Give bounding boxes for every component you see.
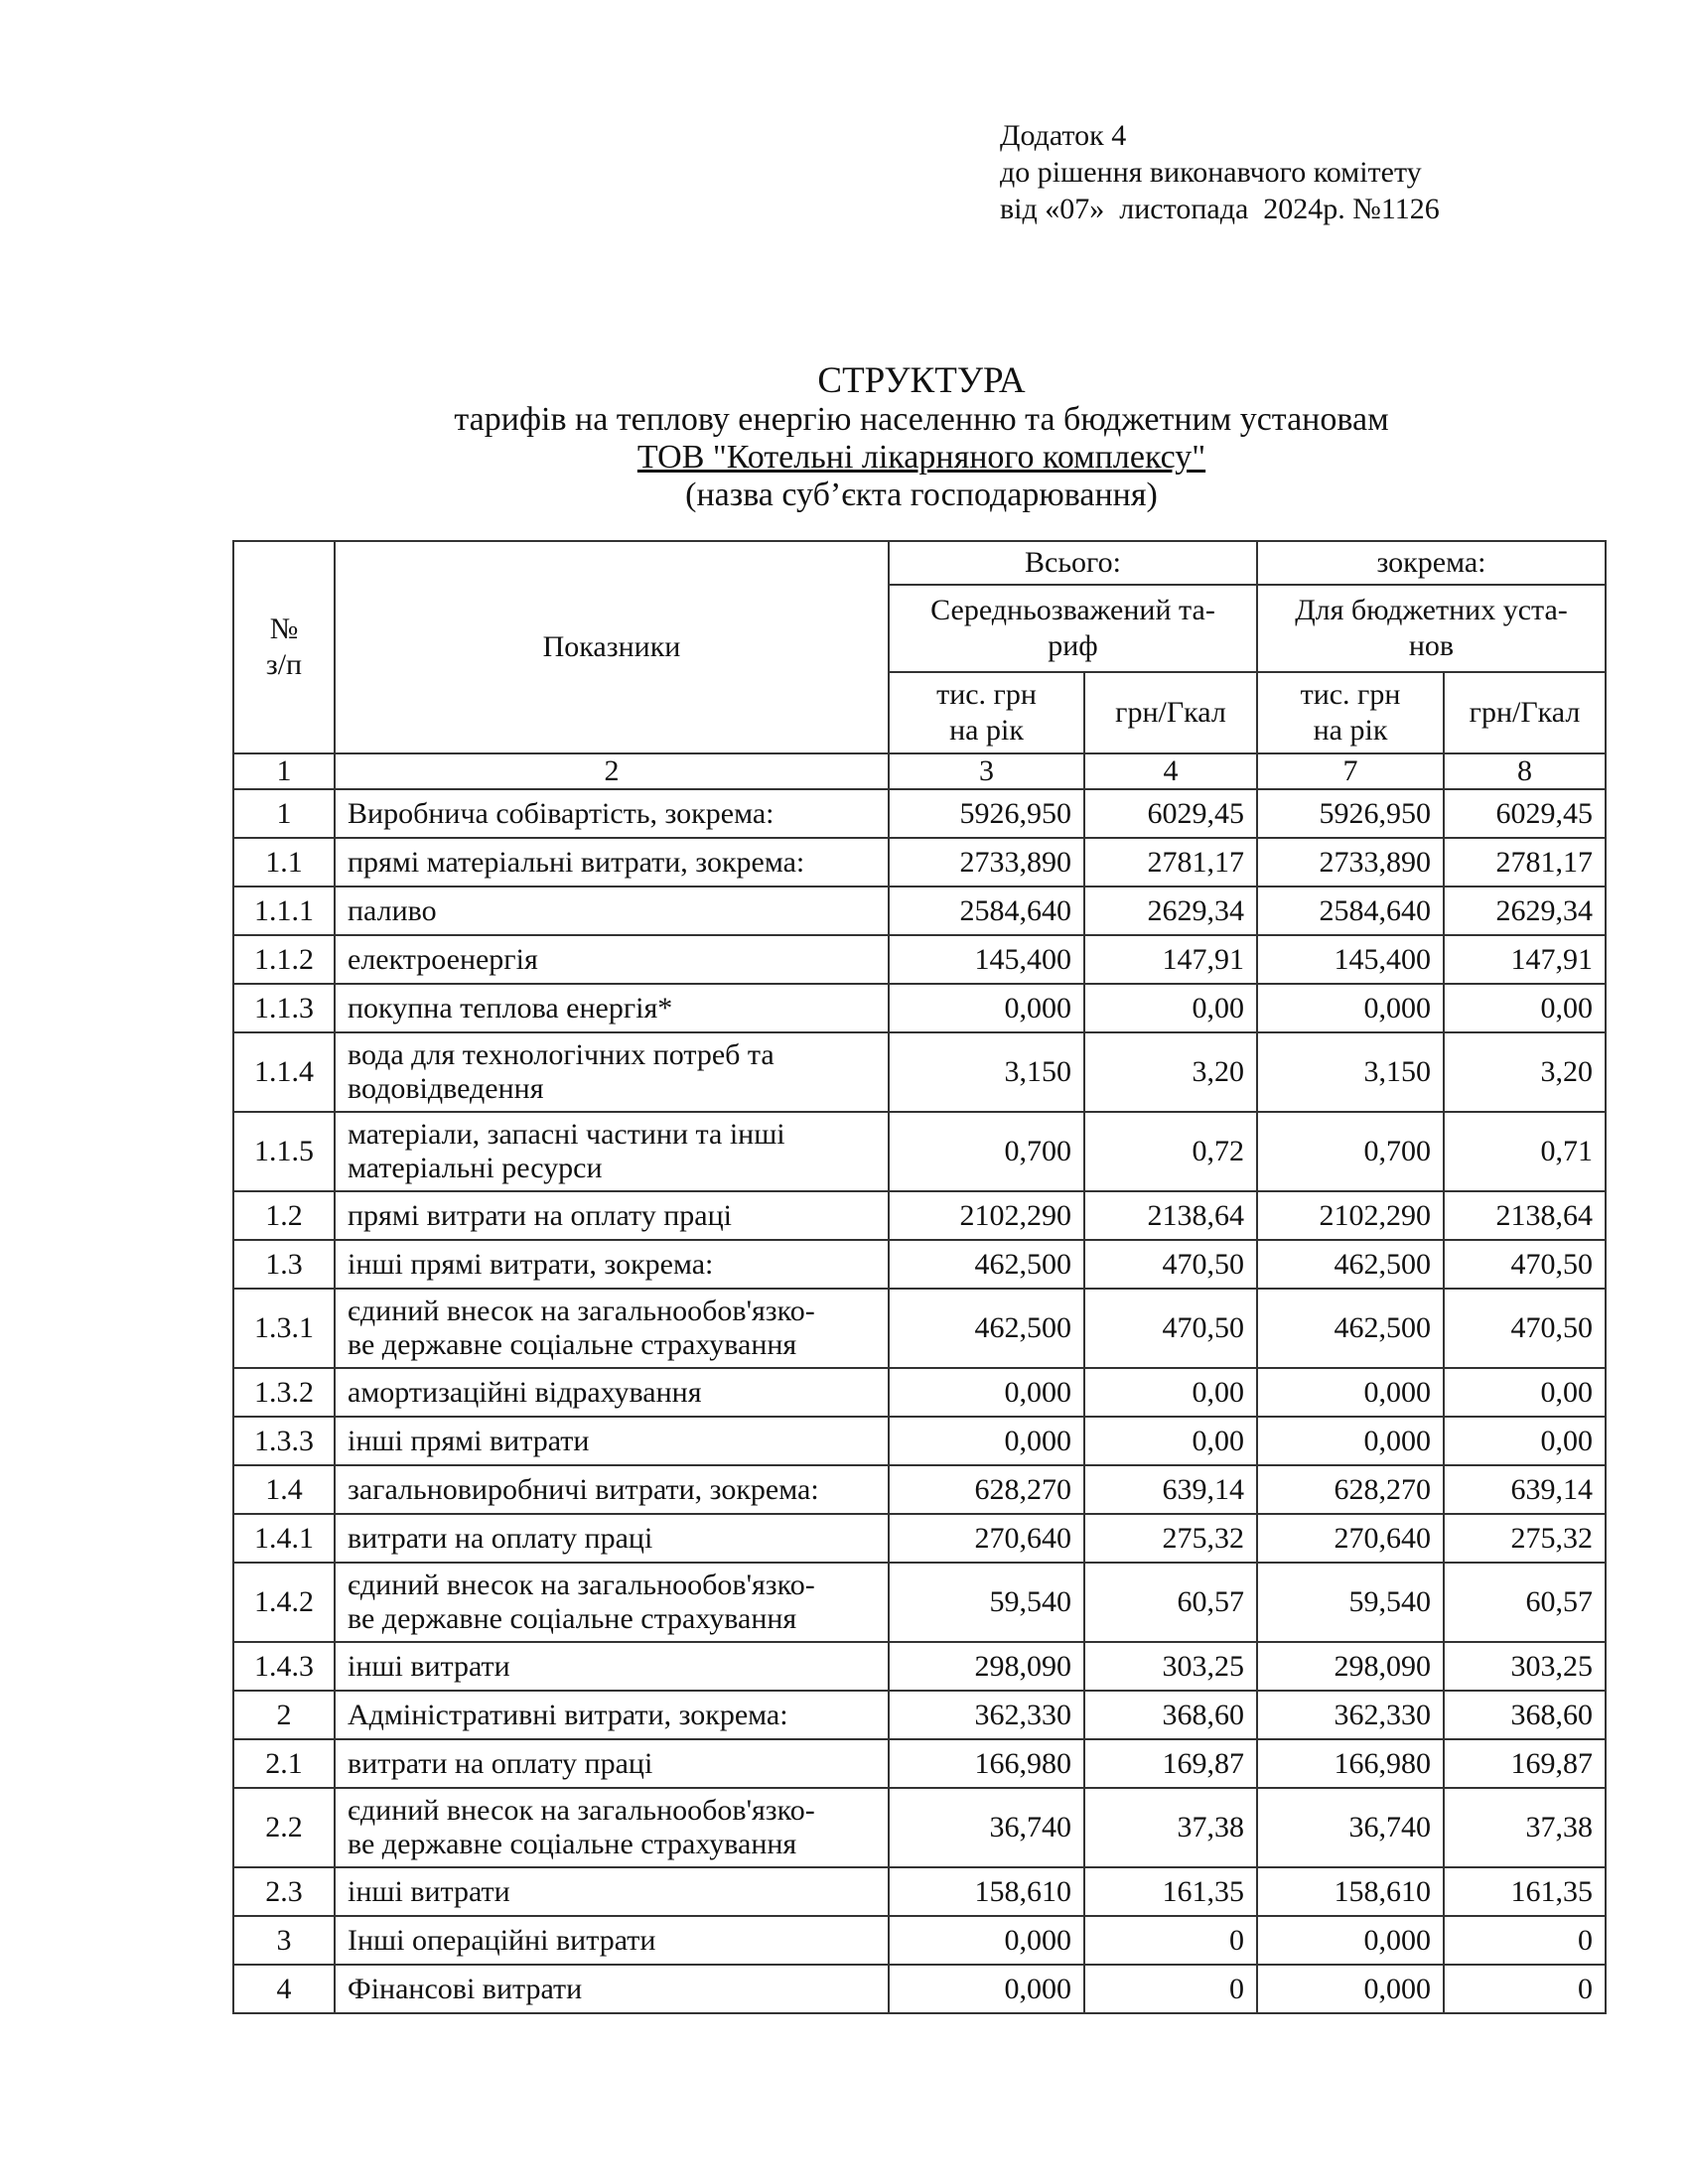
row-value-thousand-total: 2102,290 xyxy=(889,1191,1084,1240)
row-number-cell: 2.1 xyxy=(233,1739,335,1788)
row-value-gcal-budget: 2629,34 xyxy=(1444,887,1606,935)
row-value-thousand-budget: 2584,640 xyxy=(1257,887,1444,935)
row-number-cell: 1.1 xyxy=(233,838,335,887)
row-value-thousand-budget: 0,000 xyxy=(1257,984,1444,1032)
row-value-thousand-total: 0,000 xyxy=(889,1965,1084,2013)
row-indicator-cell: єдиний внесок на загальнообов'язко- ве державне соціальне страхування xyxy=(335,1563,889,1642)
row-number-cell: 1.1.4 xyxy=(233,1032,335,1112)
header-budget-institutions: Для бюджетних уста- нов xyxy=(1257,585,1606,672)
header-indicator: Показники xyxy=(335,541,889,753)
header-unit-uah-per-gcal: грн/Гкал xyxy=(1084,672,1257,753)
row-value-thousand-total: 145,400 xyxy=(889,935,1084,984)
row-value-thousand-budget: 5926,950 xyxy=(1257,789,1444,838)
row-indicator-cell: покупна теплова енергія* xyxy=(335,984,889,1032)
table-header xyxy=(233,541,1606,789)
row-value-gcal-total: 470,50 xyxy=(1084,1240,1257,1289)
row-value-gcal-budget: 368,60 xyxy=(1444,1691,1606,1739)
row-value-thousand-budget: 362,330 xyxy=(1257,1691,1444,1739)
row-value-thousand-total: 0,000 xyxy=(889,1368,1084,1417)
row-indicator-cell: інші прямі витрати, зокрема: xyxy=(335,1240,889,1289)
row-value-thousand-total: 3,150 xyxy=(889,1032,1084,1112)
row-number-cell: 4 xyxy=(233,1965,335,2013)
row-value-gcal-total: 37,38 xyxy=(1084,1788,1257,1867)
row-value-gcal-budget: 0 xyxy=(1444,1965,1606,2013)
table-row xyxy=(233,935,1606,984)
row-indicator-cell: електроенергія xyxy=(335,935,889,984)
row-indicator-cell: інші витрати xyxy=(335,1867,889,1916)
table-row xyxy=(233,789,1606,838)
row-number-cell: 1.4.1 xyxy=(233,1514,335,1563)
row-indicator-cell: прямі матеріальні витрати, зокрема: xyxy=(335,838,889,887)
row-value-thousand-budget: 2102,290 xyxy=(1257,1191,1444,1240)
table-row xyxy=(233,1289,1606,1368)
row-value-thousand-total: 36,740 xyxy=(889,1788,1084,1867)
row-value-gcal-budget: 275,32 xyxy=(1444,1514,1606,1563)
row-value-gcal-budget: 37,38 xyxy=(1444,1788,1606,1867)
row-indicator-cell: вода для технологічних потреб та водовідведення xyxy=(335,1032,889,1112)
header-total: Всього: xyxy=(889,541,1257,585)
row-number-cell: 2 xyxy=(233,1691,335,1739)
row-value-thousand-total: 362,330 xyxy=(889,1691,1084,1739)
row-value-thousand-budget: 462,500 xyxy=(1257,1289,1444,1368)
row-value-gcal-total: 0 xyxy=(1084,1965,1257,2013)
row-value-thousand-budget: 298,090 xyxy=(1257,1642,1444,1691)
document-heading xyxy=(328,361,1515,514)
row-value-thousand-budget: 166,980 xyxy=(1257,1739,1444,1788)
row-value-thousand-total: 2584,640 xyxy=(889,887,1084,935)
column-number: 3 xyxy=(889,753,1084,789)
row-number-cell: 1.1.1 xyxy=(233,887,335,935)
table-row xyxy=(233,1916,1606,1965)
row-value-gcal-total: 470,50 xyxy=(1084,1289,1257,1368)
row-value-gcal-total: 0,00 xyxy=(1084,984,1257,1032)
row-number-cell: 1.3.1 xyxy=(233,1289,335,1368)
row-value-gcal-budget: 2781,17 xyxy=(1444,838,1606,887)
row-number-cell: 1.1.5 xyxy=(233,1112,335,1191)
row-value-thousand-budget: 0,000 xyxy=(1257,1417,1444,1465)
row-value-gcal-budget: 0,00 xyxy=(1444,1368,1606,1417)
row-number-cell: 2.3 xyxy=(233,1867,335,1916)
addendum-line-3: від «07» листопада 2024р. №1126 xyxy=(1000,193,1440,225)
row-value-gcal-total: 0,00 xyxy=(1084,1368,1257,1417)
row-indicator-cell: Фінансові витрати xyxy=(335,1965,889,2013)
row-number-cell: 1.4.3 xyxy=(233,1642,335,1691)
row-value-thousand-budget: 0,000 xyxy=(1257,1916,1444,1965)
table-row xyxy=(233,1867,1606,1916)
table-row xyxy=(233,984,1606,1032)
row-value-gcal-budget: 6029,45 xyxy=(1444,789,1606,838)
row-value-thousand-budget: 0,000 xyxy=(1257,1368,1444,1417)
row-value-thousand-budget: 0,000 xyxy=(1257,1965,1444,2013)
row-value-gcal-total: 161,35 xyxy=(1084,1867,1257,1916)
row-indicator-cell: Виробнича собівартість, зокрема: xyxy=(335,789,889,838)
row-value-gcal-budget: 0,71 xyxy=(1444,1112,1606,1191)
document-subtitle: тарифів на теплову енергію населенню та бюджетним установам xyxy=(454,401,1389,438)
table-row xyxy=(233,887,1606,935)
row-value-thousand-total: 2733,890 xyxy=(889,838,1084,887)
row-number-cell: 1.3.3 xyxy=(233,1417,335,1465)
row-indicator-cell: інші витрати xyxy=(335,1642,889,1691)
row-value-gcal-budget: 60,57 xyxy=(1444,1563,1606,1642)
addendum-line-2: до рішення виконавчого комітету xyxy=(1000,156,1422,189)
row-value-gcal-budget: 0,00 xyxy=(1444,1417,1606,1465)
row-value-thousand-budget: 270,640 xyxy=(1257,1514,1444,1563)
column-number-row xyxy=(233,753,1606,789)
row-number-cell: 1.1.2 xyxy=(233,935,335,984)
table-row xyxy=(233,1788,1606,1867)
row-indicator-cell: прямі витрати на оплату праці xyxy=(335,1191,889,1240)
row-number-cell: 1.3.2 xyxy=(233,1368,335,1417)
row-value-gcal-budget: 3,20 xyxy=(1444,1032,1606,1112)
table-row xyxy=(233,1965,1606,2013)
row-value-thousand-budget: 59,540 xyxy=(1257,1563,1444,1642)
header-unit-thousand-uah: тис. грн на рік xyxy=(889,672,1084,753)
row-value-gcal-total: 60,57 xyxy=(1084,1563,1257,1642)
table-row xyxy=(233,1368,1606,1417)
row-value-thousand-total: 270,640 xyxy=(889,1514,1084,1563)
row-value-gcal-total: 639,14 xyxy=(1084,1465,1257,1514)
row-value-gcal-budget: 161,35 xyxy=(1444,1867,1606,1916)
header-unit-uah-per-gcal: грн/Гкал xyxy=(1444,672,1606,753)
row-value-thousand-total: 5926,950 xyxy=(889,789,1084,838)
table-row xyxy=(233,1112,1606,1191)
row-number-cell: 1 xyxy=(233,789,335,838)
row-value-thousand-budget: 158,610 xyxy=(1257,1867,1444,1916)
row-value-gcal-total: 3,20 xyxy=(1084,1032,1257,1112)
row-value-thousand-total: 59,540 xyxy=(889,1563,1084,1642)
row-indicator-cell: витрати на оплату праці xyxy=(335,1739,889,1788)
row-number-cell: 1.1.3 xyxy=(233,984,335,1032)
row-value-gcal-budget: 147,91 xyxy=(1444,935,1606,984)
row-number-cell: 1.2 xyxy=(233,1191,335,1240)
row-number-cell: 1.3 xyxy=(233,1240,335,1289)
row-value-gcal-total: 0,00 xyxy=(1084,1417,1257,1465)
row-value-gcal-total: 2138,64 xyxy=(1084,1191,1257,1240)
row-number-cell: 3 xyxy=(233,1916,335,1965)
row-value-thousand-budget: 145,400 xyxy=(1257,935,1444,984)
header-weighted-tariff: Середньозважений та- риф xyxy=(889,585,1257,672)
header-including: зокрема: xyxy=(1257,541,1606,585)
table-row xyxy=(233,1739,1606,1788)
addendum-block xyxy=(1000,117,1440,227)
row-indicator-cell: єдиний внесок на загальнообов'язко- ве державне соціальне страхування xyxy=(335,1289,889,1368)
row-indicator-cell: загальновиробничі витрати, зокрема: xyxy=(335,1465,889,1514)
row-number-cell: 2.2 xyxy=(233,1788,335,1867)
table-row xyxy=(233,1465,1606,1514)
row-value-thousand-budget: 0,700 xyxy=(1257,1112,1444,1191)
row-indicator-cell: Інші операційні витрати xyxy=(335,1916,889,1965)
row-value-thousand-total: 462,500 xyxy=(889,1240,1084,1289)
tariff-structure-table xyxy=(232,540,1607,2014)
row-indicator-cell: паливо xyxy=(335,887,889,935)
row-value-thousand-total: 158,610 xyxy=(889,1867,1084,1916)
column-number: 1 xyxy=(233,753,335,789)
table-row xyxy=(233,1514,1606,1563)
row-value-thousand-budget: 36,740 xyxy=(1257,1788,1444,1867)
table-row xyxy=(233,1191,1606,1240)
document-title: СТРУКТУРА xyxy=(817,360,1026,401)
table-row xyxy=(233,1691,1606,1739)
row-indicator-cell: Адміністративні витрати, зокрема: xyxy=(335,1691,889,1739)
company-name: ТОВ "Котельні лікарняного комплексу" xyxy=(636,439,1206,476)
row-value-gcal-budget: 0 xyxy=(1444,1916,1606,1965)
row-indicator-cell: матеріали, запасні частини та інші матеріальні ресурси xyxy=(335,1112,889,1191)
addendum-line-1: Додаток 4 xyxy=(1000,119,1127,152)
row-value-gcal-budget: 470,50 xyxy=(1444,1240,1606,1289)
row-value-thousand-budget: 3,150 xyxy=(1257,1032,1444,1112)
row-number-cell: 1.4 xyxy=(233,1465,335,1514)
table-body xyxy=(233,789,1606,2013)
table-row xyxy=(233,1563,1606,1642)
row-indicator-cell: єдиний внесок на загальнообов'язко- ве державне соціальне страхування xyxy=(335,1788,889,1867)
table-row xyxy=(233,1032,1606,1112)
row-value-gcal-budget: 169,87 xyxy=(1444,1739,1606,1788)
row-indicator-cell: витрати на оплату праці xyxy=(335,1514,889,1563)
header-number: № з/п xyxy=(233,541,335,753)
row-value-gcal-total: 275,32 xyxy=(1084,1514,1257,1563)
column-number: 8 xyxy=(1444,753,1606,789)
row-value-thousand-total: 0,000 xyxy=(889,984,1084,1032)
row-value-thousand-budget: 2733,890 xyxy=(1257,838,1444,887)
row-value-gcal-budget: 639,14 xyxy=(1444,1465,1606,1514)
header-unit-thousand-uah: тис. грн на рік xyxy=(1257,672,1444,753)
row-value-gcal-budget: 303,25 xyxy=(1444,1642,1606,1691)
row-value-gcal-budget: 470,50 xyxy=(1444,1289,1606,1368)
row-value-gcal-total: 147,91 xyxy=(1084,935,1257,984)
table-row xyxy=(233,838,1606,887)
table-row xyxy=(233,1240,1606,1289)
column-number: 4 xyxy=(1084,753,1257,789)
row-value-gcal-total: 169,87 xyxy=(1084,1739,1257,1788)
row-value-gcal-total: 0,72 xyxy=(1084,1112,1257,1191)
row-value-gcal-budget: 0,00 xyxy=(1444,984,1606,1032)
entity-caption: (назва суб’єкта господарювання) xyxy=(685,477,1158,513)
row-value-thousand-total: 0,000 xyxy=(889,1417,1084,1465)
column-number: 7 xyxy=(1257,753,1444,789)
row-value-thousand-total: 628,270 xyxy=(889,1465,1084,1514)
row-value-gcal-budget: 2138,64 xyxy=(1444,1191,1606,1240)
column-number: 2 xyxy=(335,753,889,789)
row-value-gcal-total: 2629,34 xyxy=(1084,887,1257,935)
table-row xyxy=(233,1642,1606,1691)
row-value-thousand-budget: 462,500 xyxy=(1257,1240,1444,1289)
row-indicator-cell: амортизаційні відрахування xyxy=(335,1368,889,1417)
row-value-gcal-total: 303,25 xyxy=(1084,1642,1257,1691)
row-value-thousand-total: 462,500 xyxy=(889,1289,1084,1368)
row-value-gcal-total: 6029,45 xyxy=(1084,789,1257,838)
row-value-thousand-budget: 628,270 xyxy=(1257,1465,1444,1514)
row-value-thousand-total: 298,090 xyxy=(889,1642,1084,1691)
row-value-thousand-total: 166,980 xyxy=(889,1739,1084,1788)
table-row xyxy=(233,1417,1606,1465)
row-value-gcal-total: 2781,17 xyxy=(1084,838,1257,887)
row-value-thousand-total: 0,700 xyxy=(889,1112,1084,1191)
row-indicator-cell: інші прямі витрати xyxy=(335,1417,889,1465)
row-number-cell: 1.4.2 xyxy=(233,1563,335,1642)
row-value-gcal-total: 0 xyxy=(1084,1916,1257,1965)
row-value-thousand-total: 0,000 xyxy=(889,1916,1084,1965)
row-value-gcal-total: 368,60 xyxy=(1084,1691,1257,1739)
